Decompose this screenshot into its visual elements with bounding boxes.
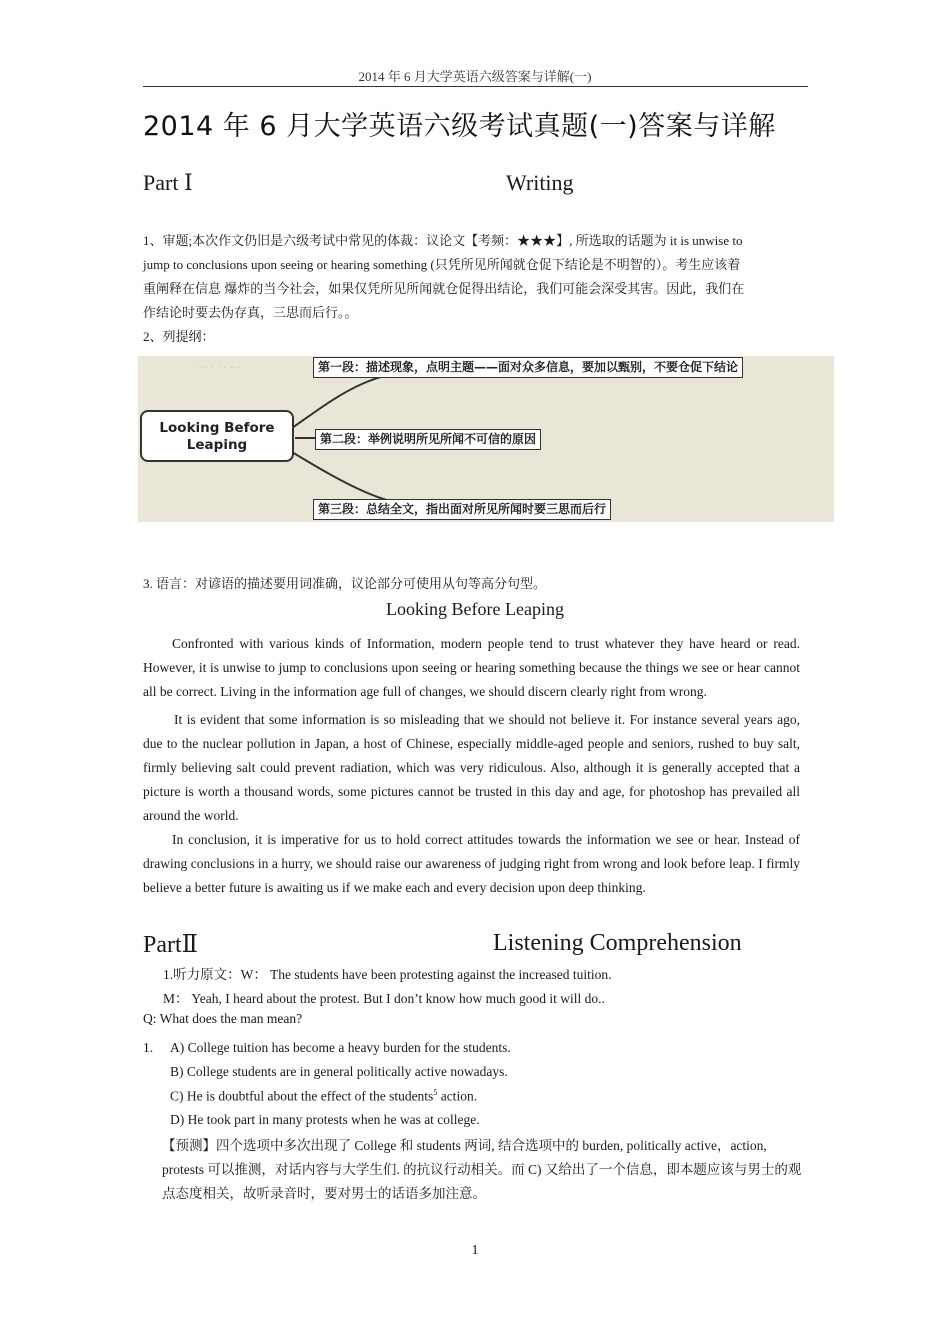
review-line-1: 1、审题;本次作文仍旧是六级考试中常见的体裁：议论文【考频：★★★】, 所选取的话题为 it is unwise to	[143, 233, 743, 248]
option-b: B) College students are in general politically active nowadays.	[170, 1064, 508, 1079]
header-rule	[143, 86, 808, 87]
part-2-label: PartⅡ	[143, 932, 198, 958]
option-c	[170, 1088, 477, 1105]
part-2-title: Listening Comprehension	[493, 930, 742, 956]
mindmap-center-line-1: Looking Before	[159, 420, 275, 436]
document-title: 2014 年 6 月大学英语六级考试真题(一)答案与详解	[143, 111, 776, 142]
mindmap-center-node	[140, 410, 294, 462]
language-note: 3. 语言：对谚语的描述要用词准确，议论部分可使用从句等高分句型。	[143, 576, 547, 591]
outline-mindmap	[138, 356, 834, 522]
essay-title: Looking Before Leaping	[386, 599, 564, 619]
script-man-line: M： Yeah, I heard about the protest. But I don’t know how much good it will do..	[163, 991, 605, 1006]
part-1-title: Writing	[506, 170, 574, 195]
option-c-tail: action.	[437, 1088, 478, 1104]
option-c-superscript: 5	[433, 1088, 438, 1097]
prediction-note: 【预测】四个选项中多次出现了 College 和 students 两词, 结合选项中的 burden, politically active，action, protests 可以推测，对话内容与大学生们. 的抗议行动相关。而 C) 又给出了一个信息，即本题应该与男士的观点态度相关，故听录音时，要对男士的话语多加注意。	[162, 1138, 802, 1201]
faded-print-texture: · · · · · · ·	[198, 362, 241, 374]
essay-paragraph-3: In conclusion, it is imperative for us to hold correct attitudes towards the information we see or hear. Instead of drawing conclusions in a hurry, we should raise our awareness of judging right from wrong and look before leap. I firmly believe a better future is awaiting us if we make each and every decision upon deep thinking.	[143, 832, 800, 895]
question-line: Q: What does the man mean?	[143, 1011, 303, 1026]
mindmap-branch-2: 第二段：举例说明所见所闻不可信的原因	[315, 429, 541, 450]
running-head: 2014 年 6 月大学英语六级答案与详解(一)	[358, 69, 592, 84]
script-woman-line: 1.听力原文：W： The students have been protesting against the increased tuition.	[163, 967, 612, 982]
part-1-label: Part Ⅰ	[143, 170, 193, 195]
question-number: 1.	[143, 1040, 154, 1055]
review-line-3: 重阐释在信息 爆炸的当今社会，如果仅凭所见所闻就仓促得出结论，我们可能会深受其害。因此，我们在	[143, 281, 745, 296]
outline-label: 2、列提纲：	[143, 329, 215, 344]
mindmap-branch-1: 第一段：描述现象，点明主题——面对众多信息，要加以甄别，不要仓促下结论	[313, 357, 743, 378]
mindmap-branch-3: 第三段：总结全文，指出面对所见所闻时要三思而后行	[313, 499, 611, 520]
review-line-2: jump to conclusions upon seeing or hearing something (只凭所见所闻就仓促下结论是不明智的）。考生应该着	[143, 257, 741, 272]
option-d: D) He took part in many protests when he was at college.	[170, 1112, 480, 1127]
essay-paragraph-1: Confronted with various kinds of Information, modern people tend to trust whatever they have heard or read. However, it is unwise to jump to conclusions upon seeing or hearing something because the things we see or hear cannot all be correct. Living in the information age full of changes, we should discern clearly right from wrong.	[143, 636, 800, 699]
mindmap-center-line-2: Leaping	[186, 437, 248, 453]
option-c-text: C) He is doubtful about the effect of the students	[170, 1088, 434, 1104]
page-number: 1	[471, 1243, 479, 1258]
option-a: A) College tuition has become a heavy burden for the students.	[170, 1040, 511, 1055]
review-line-4: 作结论时要去伪存真，三思而后行。。	[143, 305, 358, 320]
essay-paragraph-2: It is evident that some information is so misleading that we should not believe it. For instance several years ago, due to the nuclear pollution in Japan, a host of Chinese, especially middle-aged people and seniors, rushed to buy salt, firmly believing salt could prevent radiation, which was very ridiculous. Also, although it is generally accepted that a picture is worth a thousand words, some pictures cannot be trusted in this day and age, for photoshop has prevailed all around the world.	[143, 712, 800, 823]
